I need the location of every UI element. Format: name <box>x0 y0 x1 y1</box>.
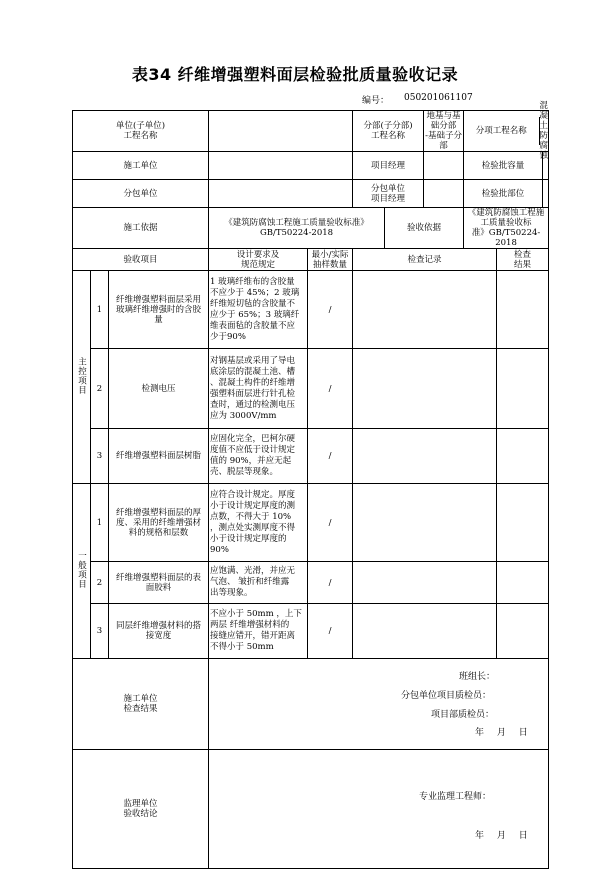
item-sample-count: / <box>308 429 353 484</box>
supervision-date: 年 月 日 <box>475 831 528 841</box>
item-inspection-record[interactable] <box>353 562 497 604</box>
acceptance-basis-label: 验收依据 <box>385 208 464 249</box>
item-number: 3 <box>91 604 109 659</box>
supervision-label: 监理单位 验收结论 <box>73 750 209 869</box>
batch-capacity-cell <box>464 152 549 180</box>
item-inspection-result[interactable] <box>497 562 549 604</box>
construction-basis-value: 《建筑防腐蚀工程施工质量验收标准》 GB/T50224-2018 <box>209 208 385 249</box>
item-requirement: 应饱满、光滑，并应无 气泡、 皱折和纤维露 出等现象。 <box>209 562 308 604</box>
item-name: 同层纤维增强材料的搭 接宽度 <box>109 604 209 659</box>
item-name: 检测电压 <box>109 349 209 429</box>
item-number: 3 <box>91 429 109 484</box>
sub-project-name-value: 地基与基础分部 -基础子分部 <box>425 111 462 151</box>
item-name: 纤维增强塑料面层采用 玻璃纤维增强时的含胶 量 <box>109 271 209 349</box>
item-number: 1 <box>91 271 109 349</box>
column-header-sample: 最小/实际 抽样数量 <box>308 249 353 271</box>
record-number-label: 编号： <box>362 96 390 106</box>
column-header-item: 验收项目 <box>73 249 209 271</box>
supervision-engineer-label: 专业监理工程师： <box>419 792 492 802</box>
column-header-result: 检查 结果 <box>497 249 549 271</box>
item-sample-count: / <box>308 562 353 604</box>
project-manager-label: 项目经理 <box>353 152 424 180</box>
item-project-name-label: 分项工程名称 <box>464 117 540 145</box>
item-inspection-record[interactable] <box>353 349 497 429</box>
record-number: 050201061107 <box>404 93 473 103</box>
construction-check-date: 年 月 日 <box>475 728 528 738</box>
item-name: 纤维增强塑料面层树脂 <box>109 429 209 484</box>
item-inspection-result[interactable] <box>497 349 549 429</box>
item-inspection-result[interactable] <box>497 429 549 484</box>
construction-basis-label: 施工依据 <box>73 208 209 249</box>
sub-project-manager-label: 分包单位 项目经理 <box>353 180 424 208</box>
item-sample-count: / <box>308 349 353 429</box>
subcontractor-value[interactable] <box>209 180 353 208</box>
item-sample-count: / <box>308 604 353 659</box>
item-inspection-record[interactable] <box>353 271 497 349</box>
item-sample-count: / <box>308 484 353 562</box>
item-requirement: 应固化完全，巴柯尔硬 度值不应低于设计规定 值的 90%，并应无起 壳、脱层等现象。 <box>209 429 308 484</box>
column-header-record: 检查记录 <box>353 249 497 271</box>
item-requirement: 应符合设计规定。厚度 小于设计规定厚度的测 点数，不得大于 10% ，测点处实测厚度不得 小于设计规定厚度的 90% <box>209 484 308 562</box>
project-inspector-label: 项目部质检员： <box>431 710 495 720</box>
main-control-section-label: 主控项目 <box>73 271 91 484</box>
item-number: 2 <box>91 349 109 429</box>
supervision-area[interactable] <box>209 750 549 869</box>
item-name: 纤维增强塑料面层的厚 度、采用的纤维增强材 料的规格和层数 <box>109 484 209 562</box>
team-leader-label: 班组长： <box>459 672 496 682</box>
item-requirement: 1 玻璃纤维布的含胶量 不应少于 45%；2 玻璃 纤维短切毡的含胶量不 应少于 65%；3 玻璃纤 维表面毡的含胶量不应 少于90% <box>209 271 308 349</box>
item-inspection-record[interactable] <box>353 429 497 484</box>
sub-inspector-label: 分包单位项目质检员： <box>401 691 492 701</box>
batch-location-label: 检验批部位 <box>464 180 543 207</box>
construction-unit-value[interactable] <box>209 152 353 180</box>
page-title: 表34 纤维增强塑料面层检验批质量验收记录 <box>131 65 459 84</box>
item-number: 1 <box>91 484 109 562</box>
item-requirement: 不应小于 50mm ，上下 两层 纤维增强材料的 接缝应错开，错开距离 不得小于 50mm <box>209 604 308 659</box>
construction-unit-label: 施工单位 <box>73 152 209 180</box>
item-inspection-result[interactable] <box>497 604 549 659</box>
item-project-name-value: 混凝土防腐蚀 <box>539 101 549 161</box>
construction-check-label: 施工单位 检查结果 <box>73 659 209 750</box>
construction-check-area[interactable] <box>209 659 549 750</box>
subcontractor-label: 分包单位 <box>73 180 209 208</box>
unit-project-name-value[interactable] <box>209 111 353 152</box>
item-inspection-record[interactable] <box>353 484 497 562</box>
unit-project-name-label: 单位(子单位) 工程名称 <box>73 111 209 152</box>
item-number: 2 <box>91 562 109 604</box>
column-header-design: 设计要求及 规范规定 <box>209 249 308 271</box>
project-manager-value[interactable] <box>424 152 464 180</box>
sub-project-manager-value[interactable] <box>424 180 464 208</box>
item-inspection-result[interactable] <box>497 271 549 349</box>
general-section-label: 一般项目 <box>73 484 91 659</box>
batch-location-value[interactable] <box>543 180 548 207</box>
acceptance-basis-value: 《建筑防腐蚀工程施工质量验收标 准》GB/T50224-2018 <box>464 208 549 249</box>
item-name: 纤维增强塑料面层的表 面胶料 <box>109 562 209 604</box>
item-inspection-record[interactable] <box>353 604 497 659</box>
sub-project-name-label: 分部(子分部) 工程名称 <box>353 111 424 152</box>
item-project-cell <box>464 101 549 161</box>
batch-location-cell <box>464 180 549 208</box>
item-requirement: 对钢基层或采用了导电 底涂层的混凝土池、槽 、混凝土构件的纤维增 强塑料面层进行针孔检 查时，通过的检测电压 应为 3000V/mm <box>209 349 308 429</box>
batch-capacity-label: 检验批容量 <box>464 152 543 179</box>
item-inspection-result[interactable] <box>497 484 549 562</box>
item-sample-count: / <box>308 271 353 349</box>
